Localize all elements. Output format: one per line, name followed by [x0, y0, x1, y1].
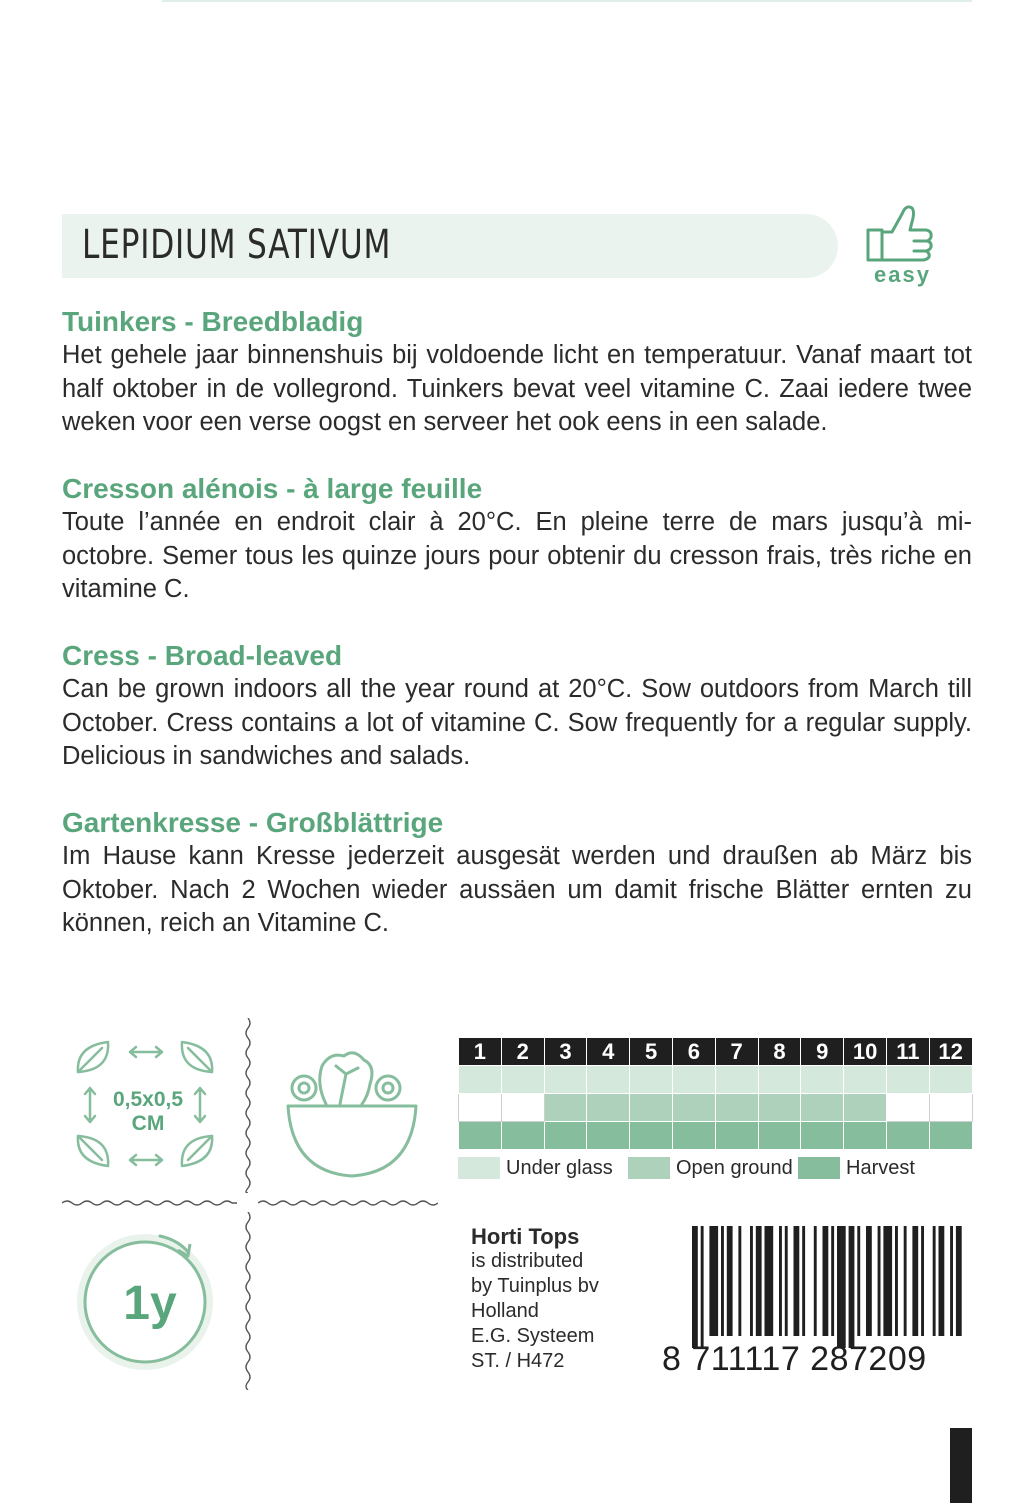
- barcode: [690, 1226, 972, 1348]
- description-text: Toute l’année en endroit clair à 20°C. En pleine terre de mars jusqu’à mi-octobre. Semer tous les quinze jours pour obtenir du cresson frais, très riche en vitamine C.: [62, 508, 972, 603]
- calendar-cell: [758, 1122, 801, 1150]
- month-6: 6: [672, 1038, 715, 1066]
- calendar-cell: [844, 1066, 887, 1094]
- month-11: 11: [886, 1038, 929, 1066]
- legend-swatch: [628, 1157, 670, 1179]
- difficulty-label: easy: [874, 262, 931, 287]
- legend-label: Open ground: [676, 1157, 793, 1179]
- legend-label: Harvest: [846, 1157, 915, 1179]
- legend-swatch: [458, 1157, 500, 1179]
- month-4: 4: [587, 1038, 630, 1066]
- brand-name: Horti Tops: [471, 1224, 580, 1249]
- month-3: 3: [544, 1038, 587, 1066]
- calendar-cell: [459, 1122, 502, 1150]
- month-9: 9: [801, 1038, 844, 1066]
- lifecycle-label: 1y: [123, 1277, 177, 1330]
- legend-swatch: [798, 1157, 840, 1179]
- calendar-cell: [801, 1094, 844, 1122]
- description-title: Gartenkresse - Großblättrige: [62, 807, 444, 838]
- calendar-cell: [501, 1094, 544, 1122]
- divider-vertical: [243, 1212, 253, 1390]
- calendar-cell: [886, 1066, 929, 1094]
- calendar-row-glass: [459, 1066, 973, 1094]
- description-text: Im Hause kann Kresse jederzeit ausgesät werden und draußen ab März bis Oktober. Nach 2 Wochen wieder aussäen um damit frische Blätter ernten zu können, reich an Vitamine C.: [62, 842, 972, 937]
- distributor-line: is distributed: [471, 1250, 584, 1272]
- calendar-cell: [929, 1066, 972, 1094]
- month-10: 10: [844, 1038, 887, 1066]
- distributor-line: by Tuinplus bv: [471, 1275, 599, 1297]
- calendar-cell: [587, 1122, 630, 1150]
- description-title: Cresson alénois - à large feuille: [62, 473, 483, 504]
- month-2: 2: [501, 1038, 544, 1066]
- spacing-value: 0,5x0,5: [112, 1088, 184, 1111]
- calendar-cell: [715, 1094, 758, 1122]
- divider-vertical: [243, 1018, 253, 1193]
- calendar-cell: [459, 1066, 502, 1094]
- description-text: Can be grown indoors all the year round at 20°C. Sow outdoors from March till October. Cress contains a lot of vitamine C. Sow frequently for a regular supply. Delicious in sandwiches and salads.: [62, 675, 972, 770]
- distributor-line: E.G. Systeem: [471, 1325, 595, 1347]
- calendar-cell: [886, 1094, 929, 1122]
- description-fr: [62, 472, 972, 607]
- month-7: 7: [715, 1038, 758, 1066]
- calendar-cell: [544, 1122, 587, 1150]
- calendar-row-open: [459, 1094, 973, 1122]
- calendar-cell: [929, 1122, 972, 1150]
- month-12: 12: [929, 1038, 972, 1066]
- calendar-cell: [459, 1094, 502, 1122]
- calendar-cell: [587, 1066, 630, 1094]
- month-8: 8: [758, 1038, 801, 1066]
- calendar-cell: [715, 1066, 758, 1094]
- divider-horizontal: [258, 1198, 438, 1208]
- calendar-cell: [630, 1094, 673, 1122]
- description-nl: [62, 305, 972, 440]
- distributor-line: Holland: [471, 1300, 539, 1322]
- salad-bowl-icon: [282, 1044, 422, 1184]
- calendar-cell: [844, 1122, 887, 1150]
- calendar-cell: [758, 1094, 801, 1122]
- calendar-cell: [929, 1094, 972, 1122]
- legend-label: Under glass: [506, 1157, 613, 1179]
- calendar-cell: [715, 1122, 758, 1150]
- calendar-cell: [672, 1122, 715, 1150]
- calendar-cell: [544, 1094, 587, 1122]
- description-title: Tuinkers - Breedbladig: [62, 306, 364, 337]
- description-text: Het gehele jaar binnenshuis bij voldoende licht en temperatuur. Vanaf maart tot half oktober in de vollegrond. Tuinkers bevat veel vitamine C. Zaai iedere twee weken voor een verse oogst en serveer het ook eens in een salade.: [62, 341, 972, 436]
- description-de: [62, 806, 972, 941]
- edge-marker: [950, 1428, 972, 1503]
- calendar-header-row: [459, 1038, 973, 1066]
- spacing-label: [100, 1088, 196, 1136]
- month-5: 5: [630, 1038, 673, 1066]
- calendar-cell: [544, 1066, 587, 1094]
- description-en: [62, 639, 972, 774]
- barcode-digits: 8 711117 287209: [662, 1340, 927, 1378]
- calendar-cell: [501, 1066, 544, 1094]
- species-name: LEPIDIUM SATIVUM: [82, 222, 392, 268]
- thumbs-up-icon: [862, 200, 938, 264]
- distributor-line: ST. / H472: [471, 1350, 565, 1372]
- calendar-cell: [801, 1122, 844, 1150]
- calendar-cell: [758, 1066, 801, 1094]
- calendar-cell: [630, 1122, 673, 1150]
- calendar-cell: [501, 1122, 544, 1150]
- calendar-cell: [672, 1094, 715, 1122]
- month-1: 1: [459, 1038, 502, 1066]
- calendar-cell: [844, 1094, 887, 1122]
- calendar-cell: [587, 1094, 630, 1122]
- spacing-unit: CM: [131, 1112, 165, 1135]
- divider-horizontal: [62, 1198, 237, 1208]
- sowing-calendar: [458, 1037, 973, 1150]
- calendar-row-harvest: [459, 1122, 973, 1150]
- calendar-cell: [801, 1066, 844, 1094]
- distributor-info: [471, 1224, 599, 1374]
- calendar-cell: [886, 1122, 929, 1150]
- calendar-cell: [672, 1066, 715, 1094]
- description-title: Cress - Broad-leaved: [62, 640, 343, 671]
- top-rule: [162, 0, 972, 2]
- calendar-cell: [630, 1066, 673, 1094]
